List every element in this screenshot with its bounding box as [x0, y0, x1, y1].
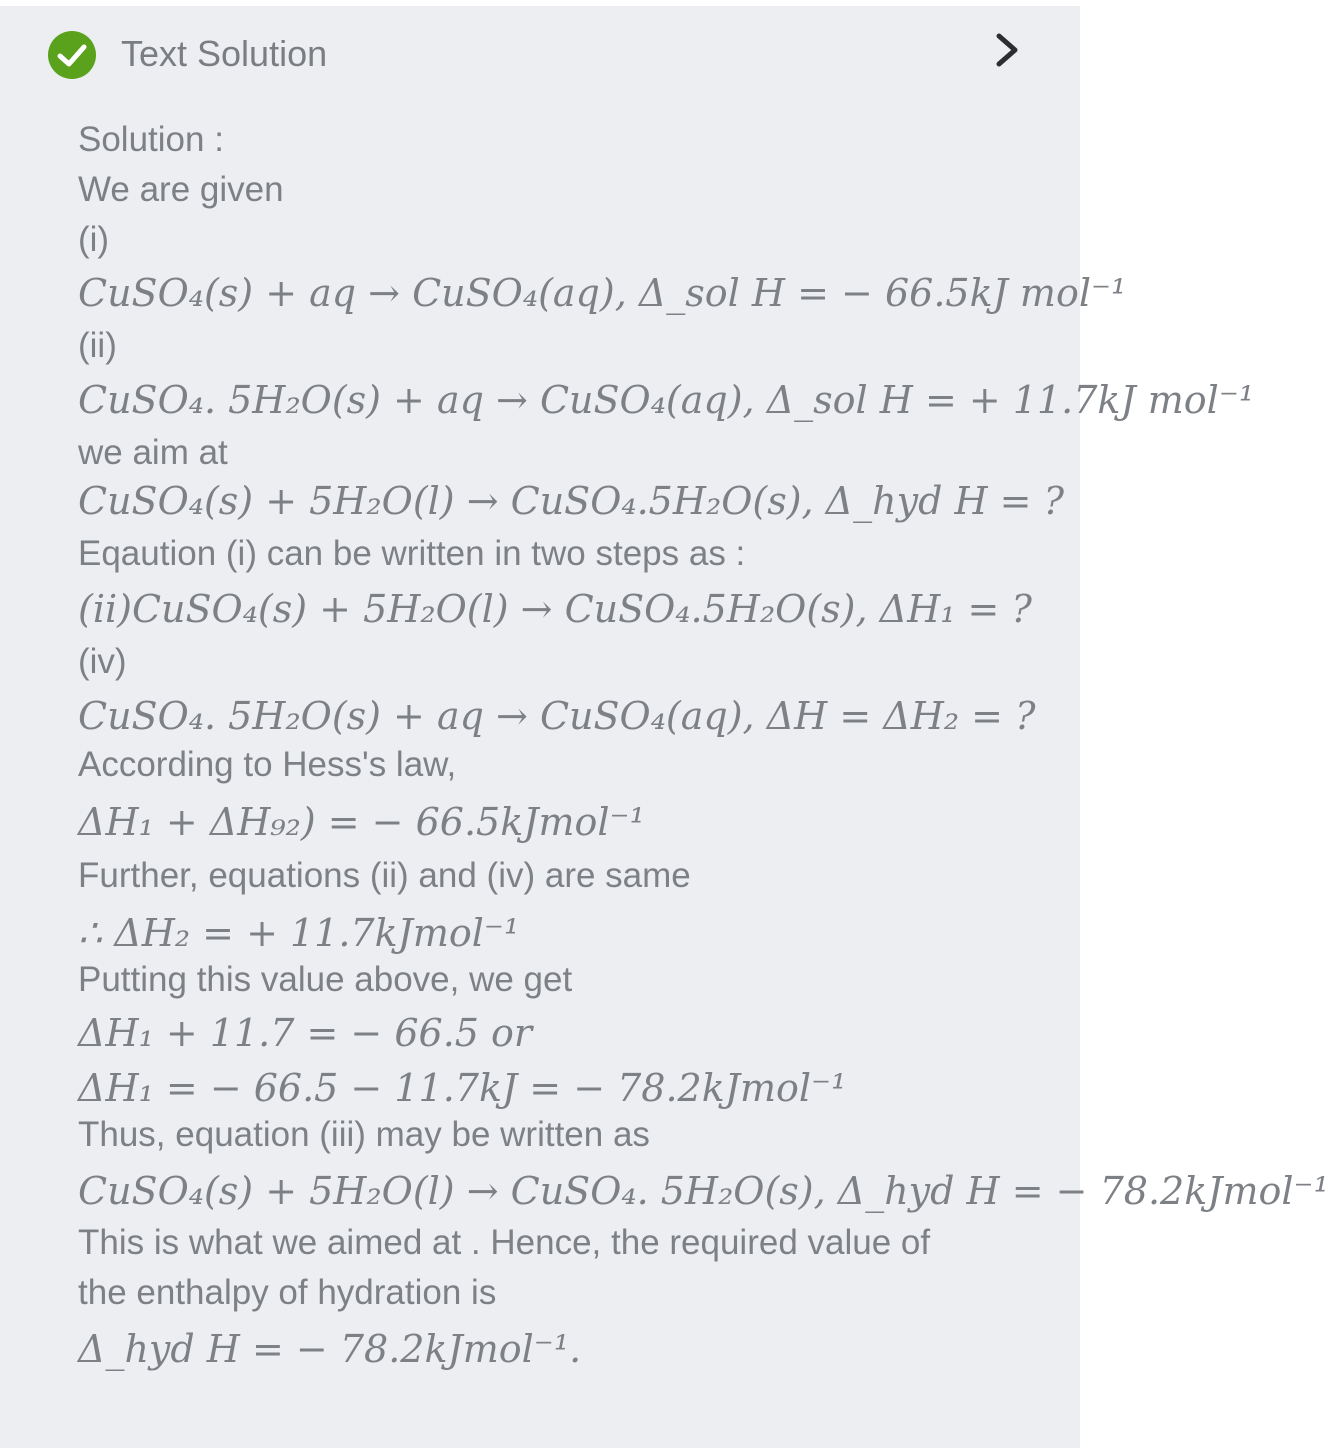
equation: CuSO₄. 5H₂O(s) + aq → CuSO₄(aq), Δ_sol H = + 11.7kJ mol⁻¹	[78, 378, 1255, 422]
solution-text: we aim at	[78, 433, 228, 472]
solution-text: Putting this value above, we get	[78, 960, 573, 999]
solution-text: This is what we aimed at . Hence, the required value of	[78, 1223, 931, 1262]
equation: CuSO₄(s) + aq → CuSO₄(aq), Δ_sol H = − 66.5kJ mol⁻¹	[78, 271, 1127, 315]
header-title: Text Solution	[121, 33, 328, 74]
equation: ΔH₁ + ΔH₉₂) = − 66.5kJmol⁻¹	[78, 800, 645, 844]
solution-text: Further, equations (ii) and (iv) are same	[78, 856, 691, 895]
solution-text: the enthalpy of hydration is	[78, 1273, 497, 1312]
final-answer: Δ_hyd H = − 78.2kJmol⁻¹.	[78, 1327, 582, 1371]
equation: CuSO₄(s) + 5H₂O(l) → CuSO₄.5H₂O(s), Δ_hyd H = ?	[78, 479, 1064, 523]
equation-label: (ii)	[78, 326, 117, 365]
equation-label: (i)	[78, 220, 110, 259]
equation-label: (iv)	[78, 642, 127, 681]
equation: ΔH₁ = − 66.5 − 11.7kJ = − 78.2kJmol⁻¹	[78, 1066, 847, 1110]
solution-text: According to Hess's law,	[78, 745, 457, 784]
equation: (ii)CuSO₄(s) + 5H₂O(l) → CuSO₄.5H₂O(s), ΔH₁ = ?	[78, 587, 1032, 631]
solution-text: Thus, equation (iii) may be written as	[78, 1115, 650, 1154]
solution-text: We are given	[78, 170, 284, 209]
solution-label: Solution :	[78, 120, 224, 159]
solution-text: Eqaution (i) can be written in two steps as :	[78, 534, 746, 573]
equation: ΔH₁ + 11.7 = − 66.5 or	[78, 1011, 533, 1055]
text-solution-card	[0, 6, 1329, 1448]
solution-body	[78, 6, 1329, 1448]
equation: CuSO₄. 5H₂O(s) + aq → CuSO₄(aq), ΔH = ΔH₂ = ?	[78, 694, 1036, 738]
equation: ∴ ΔH₂ = + 11.7kJmol⁻¹	[78, 911, 520, 955]
equation: CuSO₄(s) + 5H₂O(l) → CuSO₄. 5H₂O(s), Δ_hyd H = − 78.2kJmol⁻¹	[78, 1169, 1329, 1213]
